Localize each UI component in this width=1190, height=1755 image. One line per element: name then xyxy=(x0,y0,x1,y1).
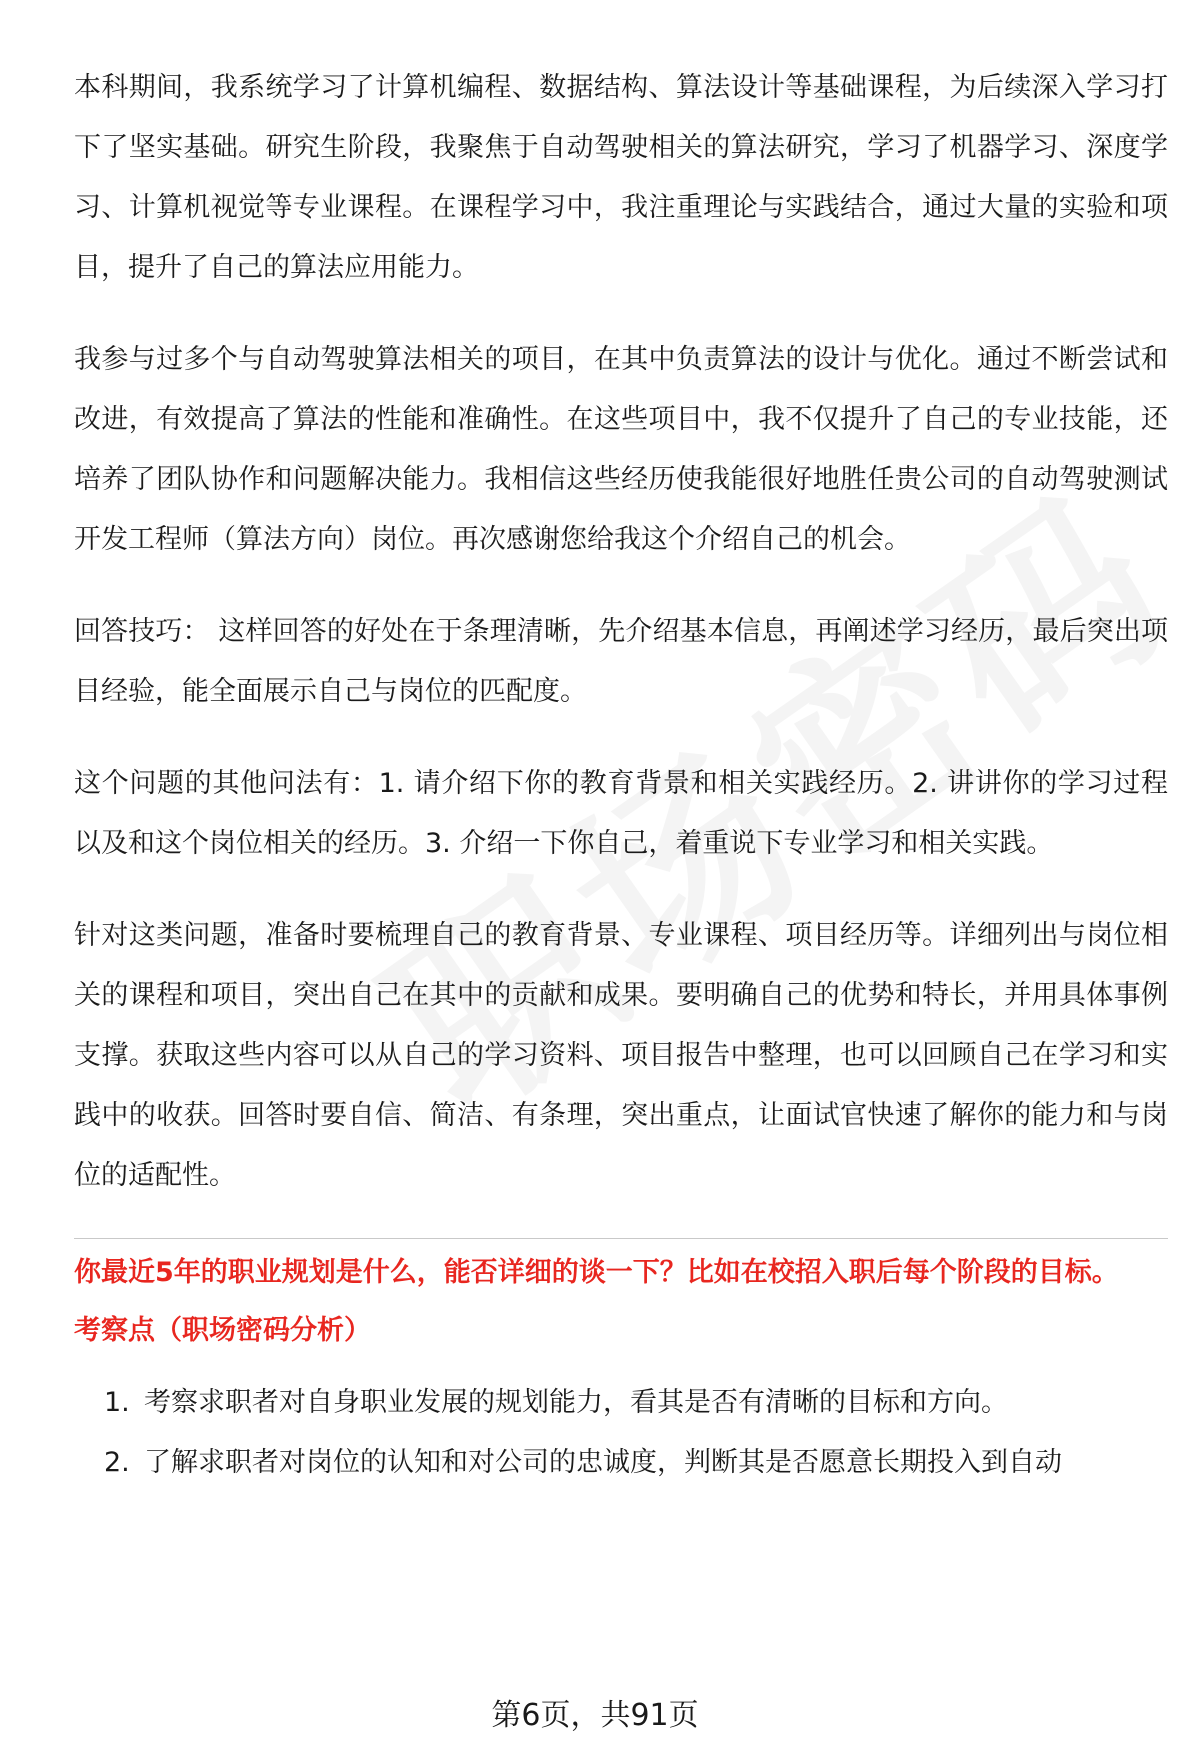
paragraph-answer-tips: 回答技巧： 这样回答的好处在于条理清晰，先介绍基本信息，再阐述学习经历，最后突出项目经验，能全面展示自己与岗位的匹配度。 xyxy=(74,616,1168,707)
page-footer: 第6页，共91页 xyxy=(491,1698,699,1733)
list-item xyxy=(104,1373,1168,1433)
paragraph-study: 本科期间，我系统学习了计算机编程、数据结构、算法设计等基础课程，为后续深入学习打下了坚实基础。研究生阶段，我聚焦于自动驾驶相关的算法研究，学习了机器学习、深度学习、计算机视觉等专业课程。在课程学习中，我注重理论与实践结合，通过大量的实验和项目，提升了自己的算法应用能力。 xyxy=(74,72,1168,283)
paragraph-other-questions: 这个问题的其他问法有：1. 请介绍下你的教育背景和相关实践经历。2. 讲讲你的学习过程以及和这个岗位相关的经历。3. 介绍一下你自己，着重说下专业学习和相关实践。 xyxy=(74,768,1168,859)
list-item-number: 2. xyxy=(104,1447,130,1478)
list-item-text: 了解求职者对岗位的认知和对公司的忠诚度，判断其是否愿意长期投入到自动 xyxy=(144,1447,1062,1478)
section-divider xyxy=(74,1238,1168,1239)
paragraph-preparation: 针对这类问题，准备时要梳理自己的教育背景、专业课程、项目经历等。详细列出与岗位相关的课程和项目，突出自己在其中的贡献和成果。要明确自己的优势和特长，并用具体事例支撑。获取这些内容可以从自己的学习资料、项目报告中整理，也可以回顾自己在学习和实践中的收获。回答时要自信、简洁、有条理，突出重点，让面试官快速了解你的能力和与岗位的适配性。 xyxy=(74,920,1168,1191)
points-list xyxy=(74,1373,1168,1493)
page-content xyxy=(74,58,1168,1493)
question-heading: 你最近5年的职业规划是什么，能否详细的谈一下？比如在校招入职后每个阶段的目标。 xyxy=(74,1257,1119,1288)
list-item-number: 1. xyxy=(104,1387,130,1418)
list-item xyxy=(104,1433,1168,1493)
section-title: 考察点（职场密码分析） xyxy=(74,1315,371,1346)
paragraph-projects: 我参与过多个与自动驾驶算法相关的项目，在其中负责算法的设计与优化。通过不断尝试和改进，有效提高了算法的性能和准确性。在这些项目中，我不仅提升了自己的专业技能，还培养了团队协作和问题解决能力。我相信这些经历使我能很好地胜任贵公司的自动驾驶测试开发工程师（算法方向）岗位。再次感谢您给我这个介绍自己的机会。 xyxy=(74,344,1168,555)
list-item-text: 考察求职者对自身职业发展的规划能力，看其是否有清晰的目标和方向。 xyxy=(144,1387,1008,1418)
